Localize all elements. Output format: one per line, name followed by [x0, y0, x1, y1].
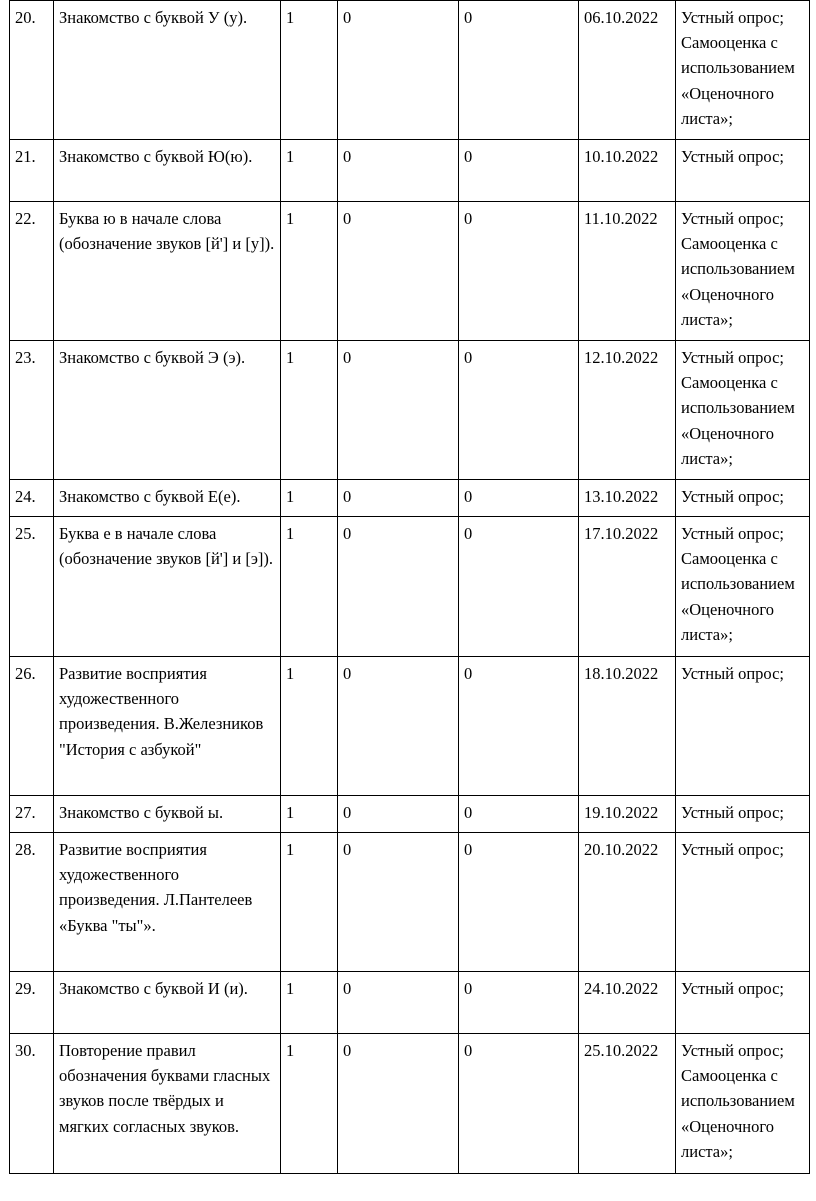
- row-number: 21.: [10, 140, 54, 202]
- row-number: 27.: [10, 796, 54, 833]
- row-number: 28.: [10, 833, 54, 972]
- lesson-topic: Развитие восприятия художественного произведения. В.Железников "История с азбукой": [54, 657, 281, 796]
- practical-works: 0: [459, 202, 579, 341]
- control-works: 0: [338, 140, 459, 202]
- total-hours: 1: [281, 517, 338, 657]
- assessment-form: Устный опрос; Самооценка с использованием «Оценочного листа»;: [676, 341, 810, 480]
- lesson-topic: Знакомство с буквой Ю(ю).: [54, 140, 281, 202]
- practical-works: 0: [459, 657, 579, 796]
- lesson-topic: Буква ю в начале слова (обозначение звуков [й'] и [у]).: [54, 202, 281, 341]
- row-number: 24.: [10, 480, 54, 517]
- table-row: [10, 517, 810, 657]
- assessment-form: Устный опрос;: [676, 972, 810, 1034]
- control-works: 0: [338, 972, 459, 1034]
- table-row: [10, 972, 810, 1034]
- lesson-date: 25.10.2022: [579, 1034, 676, 1174]
- lesson-date: 11.10.2022: [579, 202, 676, 341]
- total-hours: 1: [281, 1034, 338, 1174]
- lesson-date: 06.10.2022: [579, 1, 676, 140]
- lesson-plan-table: [9, 0, 810, 1174]
- row-number: 25.: [10, 517, 54, 657]
- practical-works: 0: [459, 796, 579, 833]
- practical-works: 0: [459, 972, 579, 1034]
- total-hours: 1: [281, 1, 338, 140]
- practical-works: 0: [459, 517, 579, 657]
- table-row: [10, 1, 810, 140]
- table-row: [10, 202, 810, 341]
- row-number: 22.: [10, 202, 54, 341]
- assessment-form: Устный опрос;: [676, 833, 810, 972]
- table-row: [10, 833, 810, 972]
- lesson-date: 12.10.2022: [579, 341, 676, 480]
- assessment-form: Устный опрос; Самооценка с использованием «Оценочного листа»;: [676, 517, 810, 657]
- lesson-date: 18.10.2022: [579, 657, 676, 796]
- assessment-form: Устный опрос; Самооценка с использованием «Оценочного листа»;: [676, 1, 810, 140]
- assessment-form: Устный опрос; Самооценка с использованием «Оценочного листа»;: [676, 1034, 810, 1174]
- lesson-date: 24.10.2022: [579, 972, 676, 1034]
- table-row: [10, 341, 810, 480]
- lesson-topic: Знакомство с буквой Е(е).: [54, 480, 281, 517]
- total-hours: 1: [281, 202, 338, 341]
- table-row: [10, 1034, 810, 1174]
- practical-works: 0: [459, 480, 579, 517]
- practical-works: 0: [459, 140, 579, 202]
- assessment-form: Устный опрос;: [676, 796, 810, 833]
- control-works: 0: [338, 657, 459, 796]
- lesson-topic: Буква е в начале слова (обозначение звуков [й'] и [э]).: [54, 517, 281, 657]
- lesson-date: 10.10.2022: [579, 140, 676, 202]
- row-number: 30.: [10, 1034, 54, 1174]
- practical-works: 0: [459, 1, 579, 140]
- practical-works: 0: [459, 341, 579, 480]
- total-hours: 1: [281, 140, 338, 202]
- total-hours: 1: [281, 796, 338, 833]
- total-hours: 1: [281, 657, 338, 796]
- row-number: 26.: [10, 657, 54, 796]
- control-works: 0: [338, 517, 459, 657]
- lesson-topic: Развитие восприятия художественного произведения. Л.Пантелеев «Буква "ты"».: [54, 833, 281, 972]
- control-works: 0: [338, 833, 459, 972]
- lesson-date: 17.10.2022: [579, 517, 676, 657]
- total-hours: 1: [281, 341, 338, 480]
- lesson-topic: Знакомство с буквой ы.: [54, 796, 281, 833]
- row-number: 29.: [10, 972, 54, 1034]
- row-number: 23.: [10, 341, 54, 480]
- control-works: 0: [338, 341, 459, 480]
- practical-works: 0: [459, 833, 579, 972]
- lesson-topic: Знакомство с буквой У (у).: [54, 1, 281, 140]
- table-row: [10, 796, 810, 833]
- control-works: 0: [338, 1, 459, 140]
- total-hours: 1: [281, 833, 338, 972]
- practical-works: 0: [459, 1034, 579, 1174]
- lesson-topic: Знакомство с буквой И (и).: [54, 972, 281, 1034]
- table-row: [10, 657, 810, 796]
- row-number: 20.: [10, 1, 54, 140]
- lesson-date: 20.10.2022: [579, 833, 676, 972]
- control-works: 0: [338, 796, 459, 833]
- control-works: 0: [338, 1034, 459, 1174]
- total-hours: 1: [281, 480, 338, 517]
- assessment-form: Устный опрос;: [676, 140, 810, 202]
- control-works: 0: [338, 480, 459, 517]
- assessment-form: Устный опрос;: [676, 657, 810, 796]
- lesson-topic: Знакомство с буквой Э (э).: [54, 341, 281, 480]
- lesson-date: 13.10.2022: [579, 480, 676, 517]
- total-hours: 1: [281, 972, 338, 1034]
- control-works: 0: [338, 202, 459, 341]
- assessment-form: Устный опрос; Самооценка с использованием «Оценочного листа»;: [676, 202, 810, 341]
- assessment-form: Устный опрос;: [676, 480, 810, 517]
- table-row: [10, 480, 810, 517]
- lesson-date: 19.10.2022: [579, 796, 676, 833]
- lesson-topic: Повторение правил обозначения буквами гласных звуков после твёрдых и мягких согласных звуков.: [54, 1034, 281, 1174]
- table-row: [10, 140, 810, 202]
